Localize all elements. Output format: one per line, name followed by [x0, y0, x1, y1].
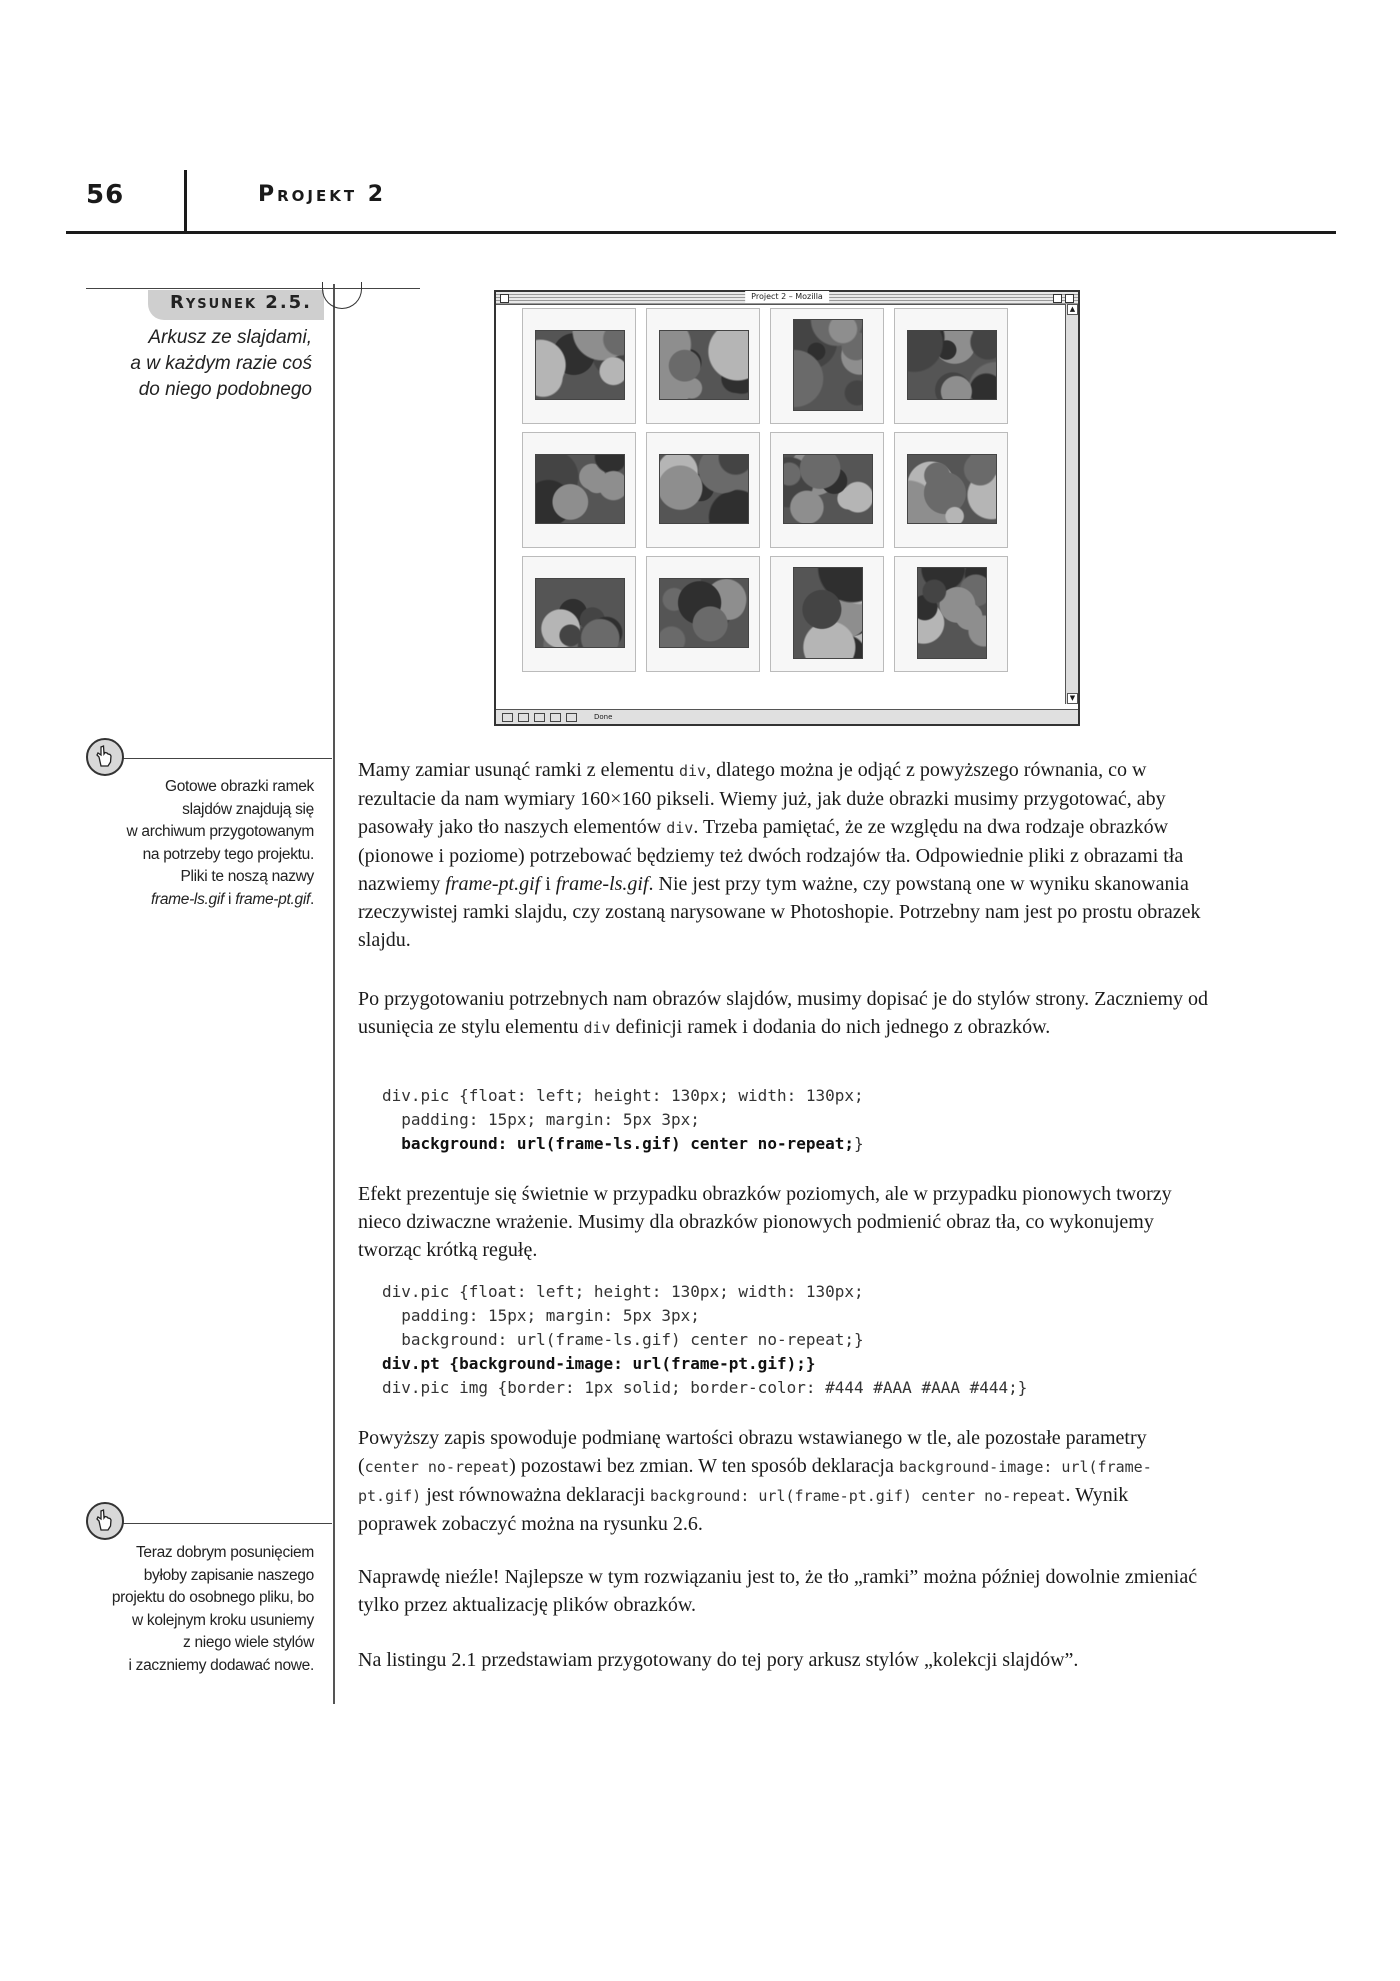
code-inline: div — [679, 762, 707, 780]
code-line-bold: background: url(frame-ls.gif) center no-repeat; — [382, 1134, 855, 1153]
flower-photo — [659, 330, 749, 400]
status-bar — [496, 709, 1078, 724]
zoom-box-icon — [1053, 294, 1062, 303]
flower-photo — [659, 454, 749, 524]
slide-frame — [770, 556, 884, 672]
code-listing-2 — [382, 1280, 1027, 1400]
filename: frame-pt.gif — [445, 873, 541, 895]
status-icon — [518, 713, 529, 722]
text: Po przygotowaniu potrzebnych nam obrazów slajdów, musimy dopisać je do stylów strony. Zaczniemy od usunięcia ze stylu elementu — [358, 988, 1209, 1038]
paragraph-3: Efekt prezentuje się świetnie w przypadku obrazków poziomych, ale w przypadku pionowych tworzy nieco dziwaczne wrażenie. Musimy dla obrazków pionowych podmienić obraz tła, co wykonujemy tworząc krótką regułę. — [358, 1183, 1172, 1261]
slide-frame — [522, 308, 636, 424]
text: Mamy zamiar usunąć ramki z elementu — [358, 759, 679, 781]
slide-grid — [514, 306, 1054, 702]
code-line-bold: div.pt {background-image: url(frame-pt.gif);} — [382, 1354, 816, 1373]
scroll-up-icon: ▲ — [1067, 304, 1078, 315]
chapter-title: Projekt 2 — [258, 182, 387, 207]
code-inline: center no-repeat — [364, 1458, 510, 1476]
code-inline: background: url(frame-pt.gif) center no-repeat — [650, 1487, 1066, 1505]
status-icon — [550, 713, 561, 722]
code-line: padding: 15px; margin: 5px 3px; — [382, 1110, 700, 1129]
flower-photo — [917, 567, 987, 659]
margin-note-2: Teraz dobrym posunięciem byłoby zapisanie naszego projektu do osobnego pliku, bo w kolejnym kroku usuniemy z niego wiele stylów i zaczniemy dodawać nowe. — [111, 1544, 314, 1674]
paragraph-6: Na listingu 2.1 przedstawiam przygotowany do tej pory arkusz stylów „kolekcji slajdów”. — [358, 1649, 1079, 1671]
status-icon — [502, 713, 513, 722]
note-1-conj: i — [224, 890, 236, 908]
flower-photo — [535, 578, 625, 648]
paragraph-1 — [358, 756, 1208, 954]
slide-frame — [770, 432, 884, 548]
note-1-text: Gotowe obrazki ramek slajdów znajdują się w archiwum przygotowanym na potrzeby tego projektu. Pliki te noszą nazwy — [126, 778, 314, 885]
code-line: padding: 15px; margin: 5px 3px; — [382, 1306, 700, 1325]
figure-screenshot — [494, 290, 1080, 726]
text: , dlatego można je odjąć z powyższego równania, co w rezultacie da nam wymiary 160×160 pikseli. Wiemy już, jak duże obrazki musimy przygotować, aby pasowały jako tło naszych elementów — [358, 759, 1166, 838]
scroll-down-icon: ▼ — [1067, 693, 1078, 704]
text: jest równoważna deklaracji — [421, 1484, 651, 1506]
slide-frame — [522, 432, 636, 548]
text: . Wynik poprawek zobaczyć można na rysunku 2.6. — [358, 1484, 1129, 1535]
note-rule — [110, 758, 332, 759]
text: . Trzeba pamiętać, że ze względu na dwa rodzaje obrazków (pionowe i poziome) potrzebować będziemy też dwóch rodzajów tła. Odpowiednie pliki z obrazami tła nazwiemy — [358, 816, 1184, 895]
flower-photo — [793, 319, 863, 411]
caption-hook — [322, 282, 362, 309]
slide-frame — [894, 308, 1008, 424]
note-rule — [110, 1523, 332, 1524]
pointing-hand-icon — [86, 738, 124, 776]
paragraph-2 — [358, 985, 1208, 1042]
status-icon — [534, 713, 545, 722]
note-1-file2: frame-pt.gif — [235, 890, 310, 908]
note-1-end: . — [309, 890, 314, 908]
paragraph-5: Naprawdę nieźle! Najlepsze w tym rozwiązaniu jest to, że tło „ramki” można później dowolnie zmieniać tylko przez aktualizację plików obrazków. — [358, 1566, 1198, 1616]
pointing-hand-icon — [86, 1502, 124, 1540]
slide-frame — [894, 432, 1008, 548]
slide-frame — [894, 556, 1008, 672]
flower-photo — [535, 330, 625, 400]
header-rule — [66, 231, 1336, 234]
code-line: div.pic {float: left; height: 130px; width: 130px; — [382, 1282, 864, 1301]
paragraph-4 — [358, 1424, 1208, 1538]
close-box-icon — [500, 294, 509, 303]
text: . Nie jest przy tym ważne, czy powstaną one w wyniku skanowania rzeczywistej ramki slajdu, czy zostaną narysowane w Photoshopie. Potrzebny nam jest po prostu obrazek slajdu. — [358, 873, 1201, 951]
code-listing-1 — [382, 1084, 864, 1156]
filename: frame-ls.gif — [555, 873, 649, 895]
vertical-scrollbar — [1065, 304, 1078, 704]
slide-frame — [646, 556, 760, 672]
code-line: background: url(frame-ls.gif) center no-repeat;} — [382, 1330, 864, 1349]
header-divider — [184, 170, 187, 232]
slide-frame — [770, 308, 884, 424]
code-line: div.pic img {border: 1px solid; border-color: #444 #AAA #AAA #444;} — [382, 1378, 1028, 1397]
status-icon — [566, 713, 577, 722]
code-inline: background-image: url(frame-pt.gif) — [358, 1458, 1152, 1505]
text: Powyższy zapis spowoduje podmianę wartości obrazu wstawianego w tle, ale pozostałe parametry ( — [358, 1427, 1147, 1477]
margin-divider — [333, 284, 335, 1704]
flower-photo — [907, 454, 997, 524]
flower-photo — [659, 578, 749, 648]
window-titlebar — [496, 292, 1078, 305]
slide-frame — [646, 308, 760, 424]
code-inline: div — [583, 1019, 611, 1037]
caption-rule — [86, 288, 420, 289]
flower-photo — [535, 454, 625, 524]
flower-photo — [793, 567, 863, 659]
flower-photo — [907, 330, 997, 400]
flower-photo — [783, 454, 873, 524]
slide-frame — [522, 556, 636, 672]
page-number: 56 — [86, 180, 125, 210]
code-line: div.pic {float: left; height: 130px; width: 130px; — [382, 1086, 864, 1105]
margin-note-1 — [76, 776, 314, 911]
text: ) pozostawi bez zmian. W ten sposób deklaracja — [509, 1455, 899, 1477]
window-title: Project 2 – Mozilla — [745, 291, 829, 303]
collapse-box-icon — [1065, 294, 1074, 303]
code-inline: div — [666, 819, 694, 837]
figure-label: Rysunek 2.5. — [170, 292, 313, 313]
note-1-file1: frame-ls.gif — [150, 890, 225, 908]
text: i — [540, 873, 556, 895]
code-line: } — [854, 1134, 864, 1153]
slide-frame — [646, 432, 760, 548]
status-text: Done — [594, 713, 613, 721]
text: definicji ramek i dodania do nich jednego z obrazków. — [610, 1016, 1051, 1038]
figure-caption: Arkusz ze slajdami, a w każdym razie coś do niego podobnego — [130, 327, 312, 400]
